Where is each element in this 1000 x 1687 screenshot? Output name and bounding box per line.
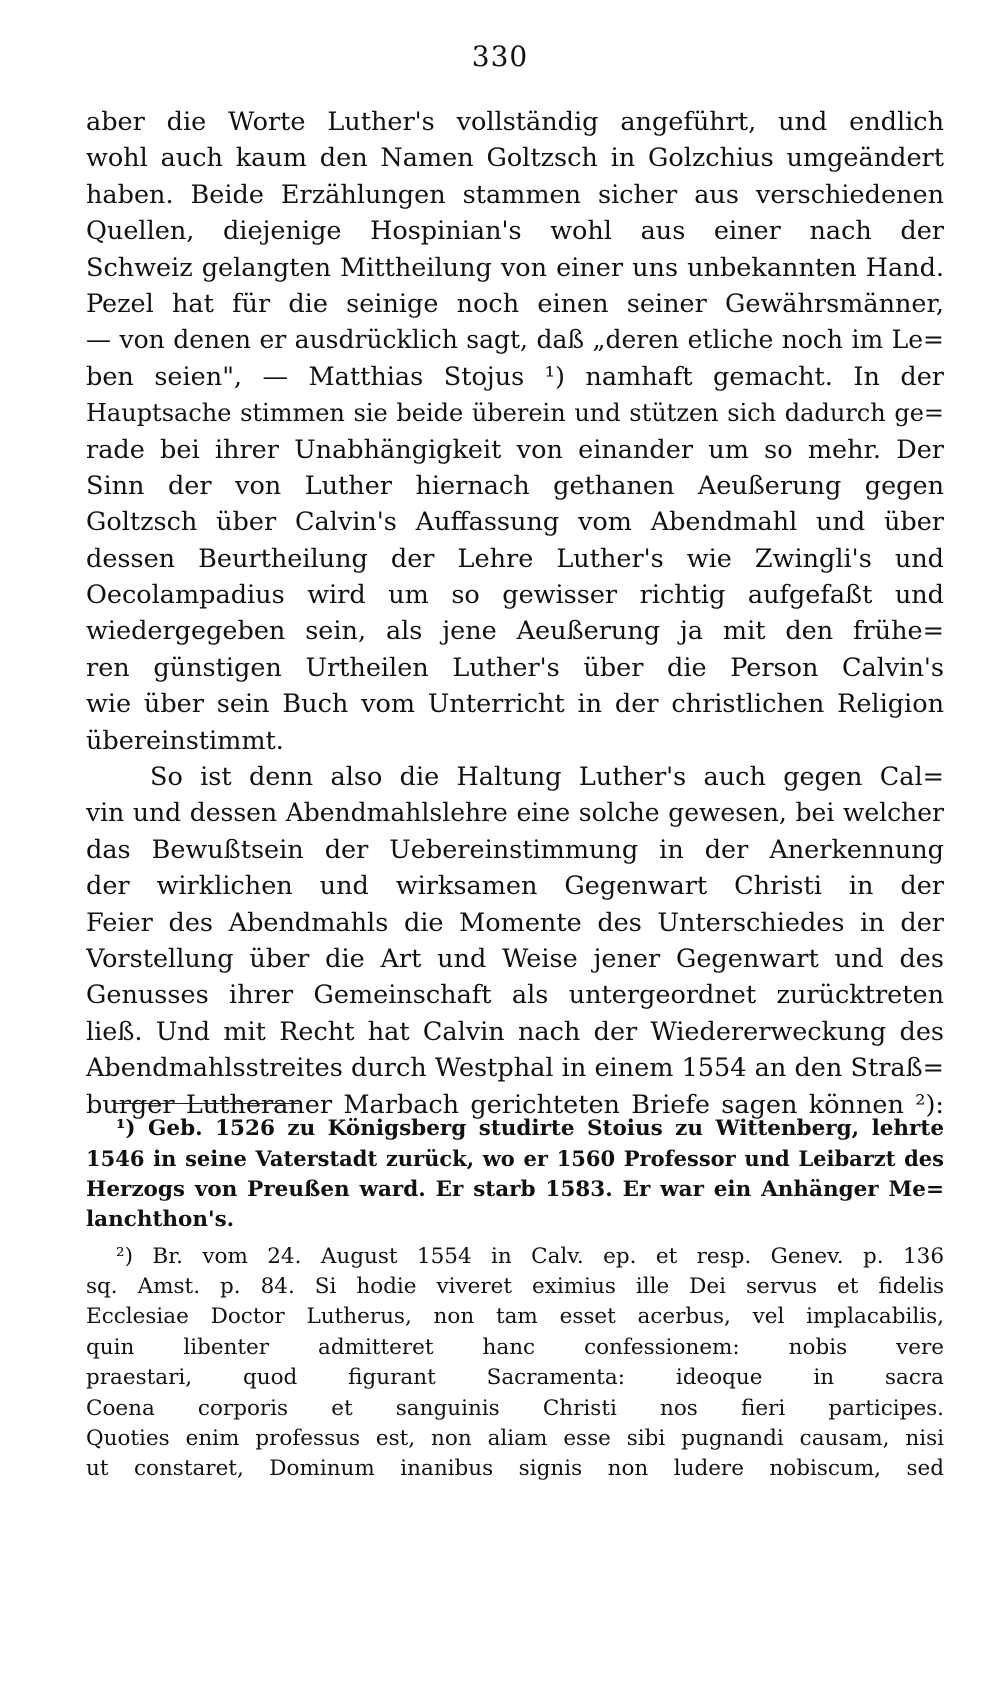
body-line: übereinstimmt. bbox=[86, 725, 284, 756]
body-line: ben seien", — Matthias Stojus ¹) namhaft gemacht. In der bbox=[86, 361, 944, 392]
body-line: haben. Beide Erzählungen stammen sicher aus verschiedenen bbox=[86, 179, 944, 210]
footnote-line: Quoties enim professus est, non aliam esse sibi pugnandi causam, nisi bbox=[86, 1425, 944, 1451]
body-text bbox=[86, 104, 944, 1123]
footnote-line: Coena corporis et sanguinis Christi nos fieri participes. bbox=[86, 1395, 944, 1421]
footnote-line: praestari, quod figurant Sacramenta: ideoque in sacra bbox=[86, 1365, 944, 1391]
footnote-line: Ecclesiae Doctor Lutherus, non tam esset acerbus, vel implacabilis, bbox=[86, 1304, 944, 1330]
footnote-line: sq. Amst. p. 84. Si hodie viveret eximius ille Dei servus et fidelis bbox=[86, 1273, 944, 1299]
body-line: rade bei ihrer Unabhängigkeit von einander um so mehr. Der bbox=[86, 434, 944, 465]
body-line: vin und dessen Abendmahlslehre eine solche gewesen, bei welcher bbox=[86, 798, 944, 828]
body-line: wie über sein Buch vom Unterricht in der christlichen Religion bbox=[86, 689, 944, 720]
footnotes bbox=[86, 1114, 944, 1485]
footnote-line: Herzogs von Preußen ward. Er starb 1583. Er war ein Anhänger Me= bbox=[86, 1176, 944, 1202]
body-line: der wirklichen und wirksamen Gegenwart Christi in der bbox=[86, 871, 944, 902]
body-line: So ist denn also die Haltung Luther's auch gegen Cal= bbox=[150, 762, 944, 793]
body-line: ren günstigen Urtheilen Luther's über die Person Calvin's bbox=[86, 652, 944, 683]
footnote-line: 1546 in seine Vaterstadt zurück, wo er 1560 Professor und Leibarzt des bbox=[86, 1146, 944, 1172]
body-line: Goltzsch über Calvin's Auffassung vom Abendmahl und über bbox=[86, 507, 944, 538]
footnote-divider bbox=[114, 1103, 299, 1104]
body-line: burger Lutheraner Marbach gerichteten Briefe sagen können ²): bbox=[86, 1089, 944, 1120]
body-line: Quellen, diejenige Hospinian's wohl aus einer nach der bbox=[86, 216, 944, 247]
footnote-line: ¹) Geb. 1526 zu Königsberg studirte Stoius zu Wittenberg, lehrte bbox=[116, 1116, 944, 1141]
body-line: Hauptsache stimmen sie beide überein und stützen sich dadurch ge= bbox=[86, 399, 944, 428]
page-number: 330 bbox=[471, 40, 529, 73]
footnote-line: ²) Br. vom 24. August 1554 in Calv. ep. et resp. Genev. p. 136 bbox=[116, 1243, 944, 1269]
footnote-line: ut constaret, Dominum inanibus signis non ludere nobiscum, sed bbox=[86, 1456, 944, 1482]
body-line: — von denen er ausdrücklich sagt, daß „deren etliche noch im Le= bbox=[86, 325, 944, 355]
body-line: Feier des Abendmahls die Momente des Unterschiedes in der bbox=[86, 907, 944, 938]
body-line: Genusses ihrer Gemeinschaft als untergeordnet zurücktreten bbox=[86, 980, 944, 1011]
footnote-line: lanchthon's. bbox=[86, 1207, 235, 1233]
body-line: das Bewußtsein der Uebereinstimmung in der Anerkennung bbox=[86, 834, 944, 865]
body-line: Abendmahlsstreites durch Westphal in einem 1554 an den Straß= bbox=[86, 1053, 944, 1084]
body-line: wiedergegeben sein, als jene Aeußerung ja mit den frühe= bbox=[86, 616, 944, 647]
body-line: dessen Beurtheilung der Lehre Luther's wie Zwingli's und bbox=[86, 543, 944, 574]
body-line: Pezel hat für die seinige noch einen seiner Gewährsmänner, bbox=[86, 288, 944, 319]
body-line: Sinn der von Luther hiernach gethanen Aeußerung gegen bbox=[86, 470, 944, 501]
body-line: wohl auch kaum den Namen Goltzsch in Golzchius umgeändert bbox=[86, 143, 944, 174]
body-line: Vorstellung über die Art und Weise jener Gegenwart und des bbox=[86, 943, 944, 974]
body-line: ließ. Und mit Recht hat Calvin nach der Wiedererweckung des bbox=[86, 1016, 944, 1047]
body-line: Schweiz gelangten Mittheilung von einer uns unbekannten Hand. bbox=[86, 252, 944, 283]
body-line: Oecolampadius wird um so gewisser richtig aufgefaßt und bbox=[86, 580, 944, 611]
body-line: aber die Worte Luther's vollständig angeführt, und endlich bbox=[86, 107, 944, 137]
footnote-line: quin libenter admitteret hanc confessionem: nobis vere bbox=[86, 1334, 944, 1360]
